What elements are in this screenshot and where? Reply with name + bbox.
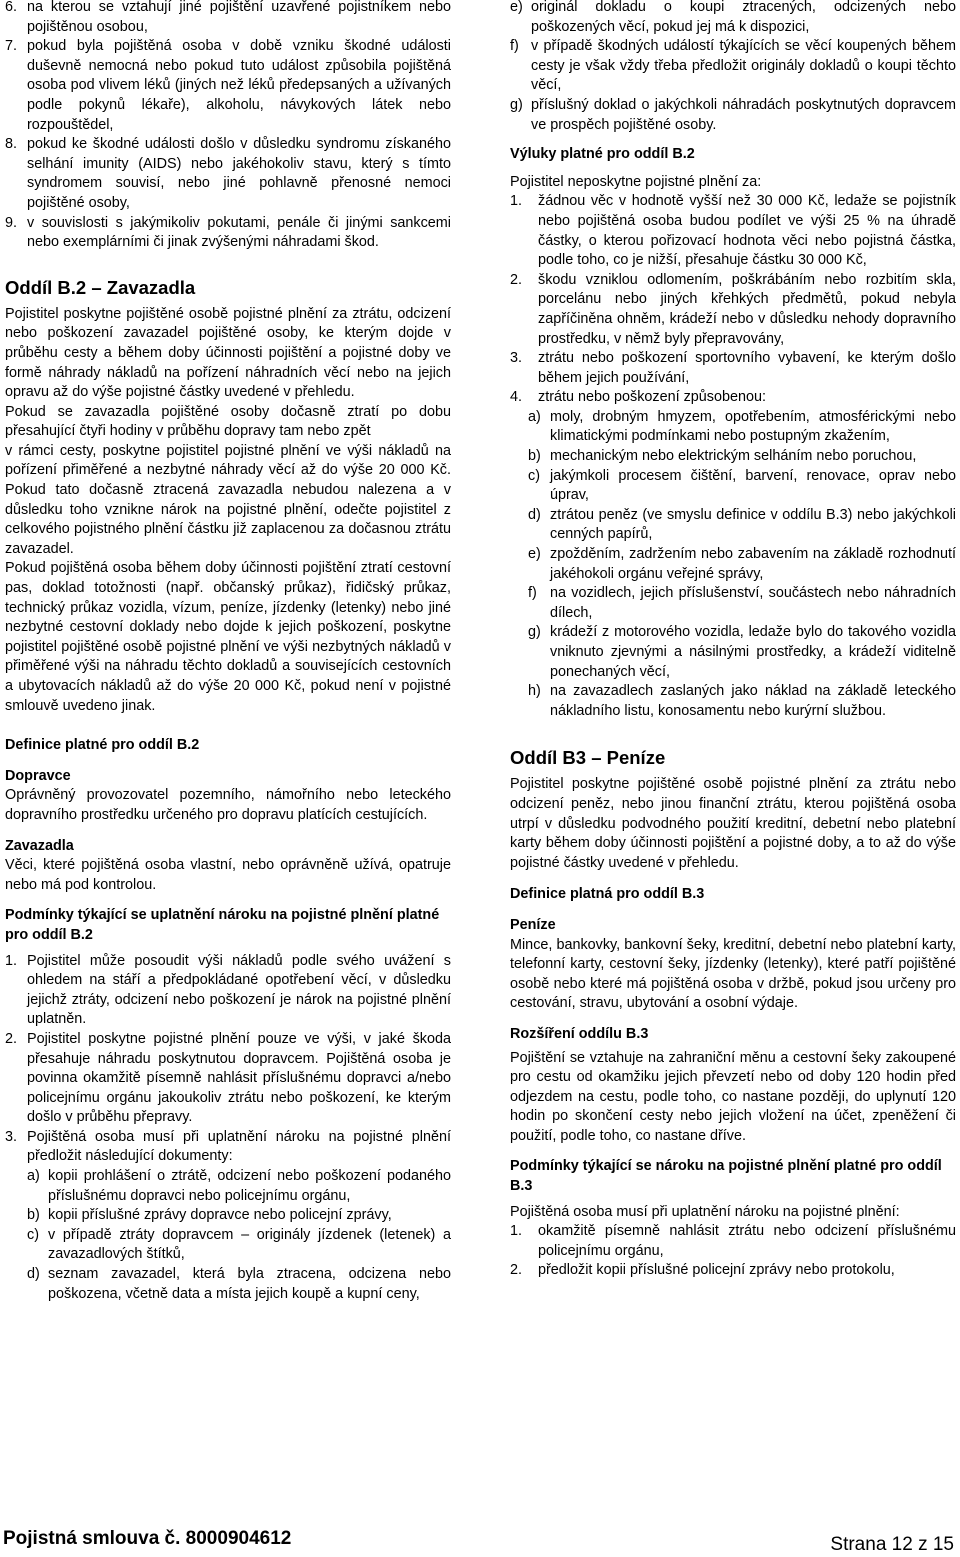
list-text: kopii prohlášení o ztrátě, odcizení nebo poškození podaného příslušnému dopravci nebo policejnímu orgánu, [48,1168,451,1204]
condition-subitem-d [5,1265,451,1304]
condition-subitem-a [5,1167,451,1206]
term-zavazadla: Zavazadla [5,837,74,854]
list-text: příslušný doklad o jakýchkoli náhradách poskytnutých dopravcem ve prospěch pojištěné osoby. [531,96,956,133]
exclusion-b2-item-4 [510,388,956,408]
list-text: ztrátu nebo poškození způsobenou: [538,389,767,406]
b2-paragraph-1: Pojistitel poskytne pojištěné osobě pojistné plnění za ztrátu, odcizení nebo poškození zavazadel pojištěné osoby, ke kterým dojde v průběhu cesty a během doby účinnosti pojištění a pojistné doby ve formě náhrady nákladů na pořízení náhradních věcí nebo na jejich opravu až do výše pojistné částky uvedené v přehledu. [5,305,451,401]
definition-dopravce: Oprávněný provozovatel pozemního, námořního nebo leteckého dopravního prostředku určeného pro dopravu platících cestujících. [5,787,451,823]
list-text: Pojistitel poskytne pojistné plnění pouze ve výši, v jaké škoda přesahuje náhradu poskytnutou dopravcem. Pojištěná osoba je povinna okamžitě písemně nahlásit příslušnému dopravci a/nebo policejnímu orgánu jakoukoliv ztrátu nebo poškození, ke kterým došlo v průběhu přepravy. [27,1030,451,1126]
exclusion-subitem-b [510,447,956,467]
list-letter: d) [27,1266,40,1283]
definitions-heading-b2: Definice platné pro oddíl B.2 [5,737,200,754]
extension-paragraph: Pojištění se vztahuje na zahraniční měnu a cestovní šeky zakoupené pro cestu od okamžiku jejich převzetí nebo od doby 120 hodin před odjezdem na cestu, podle toho, co nastane později, do uplynutí 120 hodin po skončení cesty nebo jejich vložení na účet, zpeněžení či použití, podle toho, co nastane dříve. [510,1049,956,1144]
exclusion-item-8 [5,135,451,213]
condition-item-2 [5,1030,451,1128]
list-number: 2. [510,1262,523,1279]
list-number: 3. [5,1128,18,1145]
list-number: 2. [5,1030,18,1047]
list-letter: h) [528,683,541,700]
list-letter: a) [528,408,541,425]
list-text: pokud ke škodné události došlo v důsledku syndromu získaného selhání imunity (AIDS) nebo jakéhokoliv stavu, který s tímto syndromem souvisí, nebo jiné pohlavně přenosné nemoci pojištěné osoby, [27,136,451,211]
exclusion-subitem-a [510,408,956,447]
condition-subitem-c [5,1226,451,1265]
list-text: mechanickým nebo elektrickým selháním nebo poruchou, [550,448,917,465]
b2-paragraph-3: v rámci cesty, poskytne pojistitel pojistné plnění ve výši nákladů na pořízení přiměřené a nezbytné náhrady věcí až do výše 20 000 Kč. Pokud tato dočasně ztracená zavazadla nebudou nalezena a v důsledku toho vznikne nárok na pojistné plnění, odečte pojistitel z celkového pojistného plnění částku již zaplacenou za dočasnou ztrátu zavazadel. [5,442,451,557]
list-number: 2. [510,271,523,288]
list-text: předložit kopii příslušné policejní zprávy nebo protokolu, [538,1262,895,1279]
list-letter: c) [528,467,540,484]
exclusions-intro: Pojistitel neposkytne pojistné plnění za: [510,173,762,190]
conditions-intro-b3: Pojištěná osoba musí při uplatnění nároku na pojistné plnění: [510,1203,900,1220]
conditions-heading-b3: Podmínky týkající se nároku na pojistné plnění platné pro oddíl B.3 [510,1158,942,1195]
term-penize: Peníze [510,916,556,933]
list-number: 1. [510,193,523,210]
list-letter: b) [27,1207,40,1224]
list-number: 3. [510,350,523,367]
list-text: ztrátu nebo poškození sportovního vybavení, ke kterým došlo během jejich používání, [538,350,956,386]
list-text: krádeží z motorového vozidla, ledaže bylo do takového vozidla vniknuto zjevnými a násilnými prostředky, a krádeží viditelně ponechaných věcí, [550,624,956,680]
condition-b3-item-1 [510,1222,956,1261]
definitions-heading-b3: Definice platná pro oddíl B.3 [510,886,705,903]
list-letter: g) [510,96,523,113]
list-text: seznam zavazadel, která byla ztracena, odcizena nebo poškozena, včetně data a místa jejich koupě a kupní ceny, [48,1266,451,1302]
b3-paragraph-1: Pojistitel poskytne pojištěné osobě pojistné plnění za ztrátu nebo odcizení peněz, nebo jinou finanční ztrátu, kterou pojištěná osoba utrpí v důsledku podvodného použití kreditní, debetní nebo platební karty během doby účinnosti pojištění a pojistné doby, a to až do výše pojistné částky uvedené v přehledu. [510,776,956,871]
exclusion-b2-item-2 [510,271,956,349]
b2-paragraph-2: Pokud se zavazadla pojištěné osoby dočasně ztratí po dobu přesahující čtyři hodiny v průběhu dopravy tam nebo zpět [5,403,451,440]
list-number: 6. [5,0,18,15]
list-text: ztrátou peněz (ve smyslu definice v oddílu B.3) nebo jakýchkoli cenných papírů, [550,506,956,543]
list-number: 1. [510,1223,523,1240]
condition-subitem-g [510,96,956,135]
list-text: Pojištěná osoba musí při uplatnění nároku na pojistné plnění předložit následující dokumenty: [27,1128,451,1165]
list-letter: g) [528,624,541,641]
list-text: na vozidlech, jejich příslušenství, součástech nebo náhradních dílech, [550,585,956,621]
list-text: v případě ztráty dopravcem – originály jízdenek (letenek) a zavazadlových štítků, [48,1226,451,1263]
exclusion-item-6 [5,0,451,37]
conditions-heading-b2: Podmínky týkající se uplatnění nároku na pojistné plnění platné pro oddíl B.2 [5,907,440,943]
list-text: jakýmkoli procesem čištění, barvení, renovace, oprav nebo úprav, [550,467,956,504]
list-letter: b) [528,448,541,465]
list-text: okamžitě písemně nahlásit ztrátu nebo odcizení příslušnému policejnímu orgánu, [538,1223,956,1259]
list-text: kopii příslušné zprávy dopravce nebo policejní zprávy, [48,1207,392,1224]
extension-heading-b3: Rozšíření oddílu B.3 [510,1025,649,1042]
list-letter: d) [528,506,541,523]
list-letter: c) [27,1226,39,1243]
b2-paragraph-4: Pokud pojištěná osoba během doby účinnosti pojištění ztratí cestovní pas, doklad totožnosti (např. občanský průkaz), řidičský průkaz, technický průkaz vozidla, vízum, peníze, jízdenky (letenky) nebo jiné nezbytné cestovní doklady nebo dojde k jejich poškození, poskytne pojistitel pojištěné osobě pojistné plnění ve výši nezbytných nákladů v přiměřené výši na náhradu těchto dokladů a souvisejících cestovních a ubytovacích nákladů až do výše 20 000 Kč, pokud není v pojistné smlouvě uvedeno jinak. [5,560,451,714]
list-text: v případě škodných událostí týkajících se věcí koupených během cesty je však vždy třeba předložit originály dokladů o koupi těchto věcí, [531,38,956,94]
list-text: na zavazadlech zaslaných jako náklad na základě leteckého nákladního listu, konosamentu nebo kurýrní službou. [550,683,956,719]
exclusion-subitem-d [510,506,956,545]
list-text: v souvislosti s jakýmikoliv pokutami, penále či jinými sankcemi nebo exemplárními či jinak zvýšenými náhradami škod. [27,214,451,251]
list-letter: a) [27,1168,40,1185]
definition-penize: Mince, bankovky, bankovní šeky, kreditní, debetní nebo platební karty, telefonní karty, cestovní šeky, jízdenky (letenky), které patří pojištěné osobě nebo které má pojištěná osoba v držbě, pokud jsou určeny pro cestování, stravu, ubytování a osobní výdaje. [510,936,956,1012]
list-number: 9. [5,214,18,231]
list-number: 1. [5,952,18,969]
footer-page-number: Strana 12 z 15 [830,1534,954,1555]
exclusion-item-7 [5,37,451,135]
list-text: škodu vzniklou odlomením, poškrábáním nebo rozbitím skla, porcelánu nebo jiných křehkých předmětů, pokud nebyla zapříčiněna ohněm, krádeží nebo v důsledku nehody dopravního prostředku, v němž byly přepravovány, [538,271,956,347]
condition-item-3 [5,1128,451,1167]
list-number: 7. [5,38,18,55]
list-text: originál dokladu o koupi ztracených, odcizených nebo poškozených věcí, pokud jej má k dispozici, [531,0,956,35]
exclusion-b2-item-1 [510,192,956,270]
section-heading-b3: Oddíl B3 – Peníze [510,747,666,769]
exclusion-subitem-c [510,467,956,506]
list-text: na kterou se vztahují jiné pojištění uzavřené pojistníkem nebo pojištěnou osobou, [27,0,451,35]
list-number: 4. [510,389,523,406]
exclusion-item-9 [5,214,451,253]
condition-subitem-f [510,37,956,96]
condition-item-1 [5,952,451,1030]
list-text: zpožděním, zadržením nebo zabavením na základě rozhodnutí jakéhokoli orgánu veřejné správy, [550,546,956,582]
condition-b3-item-2 [510,1261,956,1281]
right-column [510,0,956,1281]
exclusion-subitem-g [510,623,956,682]
list-text: moly, drobným hmyzem, opotřebením, atmosférickými nebo klimatickými podmínkami nebo postupným zkažením, [550,408,956,445]
exclusion-subitem-h [510,682,956,721]
list-letter: e) [528,546,541,563]
list-letter: f) [528,585,537,602]
list-letter: e) [510,0,523,15]
footer-contract-number: Pojistná smlouva č. 8000904612 [3,1528,292,1549]
left-column [5,0,451,1304]
list-number: 8. [5,136,18,153]
condition-subitem-b [5,1206,451,1226]
section-heading-b2: Oddíl B.2 – Zavazadla [5,276,196,298]
exclusion-subitem-e [510,545,956,584]
list-text: žádnou věc v hodnotě vyšší než 30 000 Kč, ledaže se pojistník nebo pojištěná osoba budou podílet ve výši 25 % na úhradě částky, o kterou pořizovací hodnota věci nebo pojistná částka, podle toho, co je nižší, přesahuje částku 30 000 Kč, [538,193,956,269]
list-text: pokud byla pojištěná osoba v době vzniku škodné události duševně nemocná nebo pokud tuto událost způsobila pojištěná osoba pod vlivem léků (jiných než léků předepsaných a užívaných podle pokynů lékaře), alkoholu, návykových látek nebo rozpouštědel, [27,38,451,133]
exclusions-heading-b2: Výluky platné pro oddíl B.2 [510,146,695,163]
definition-zavazadla: Věci, které pojištěná osoba vlastní, nebo oprávněně užívá, opatruje nebo má pod kontrolou. [5,857,451,893]
term-dopravce: Dopravce [5,767,71,784]
condition-subitem-e [510,0,956,37]
exclusion-subitem-f [510,584,956,623]
list-text: Pojistitel může posoudit výši nákladů podle svého uvážení s ohledem na stáří a předpokládané opotřebení věcí, v důsledku jejichž ztráty, odcizení nebo poškození je nárok na pojistné plnění uplatněn. [27,952,451,1028]
exclusion-b2-item-3 [510,349,956,388]
list-letter: f) [510,38,519,55]
